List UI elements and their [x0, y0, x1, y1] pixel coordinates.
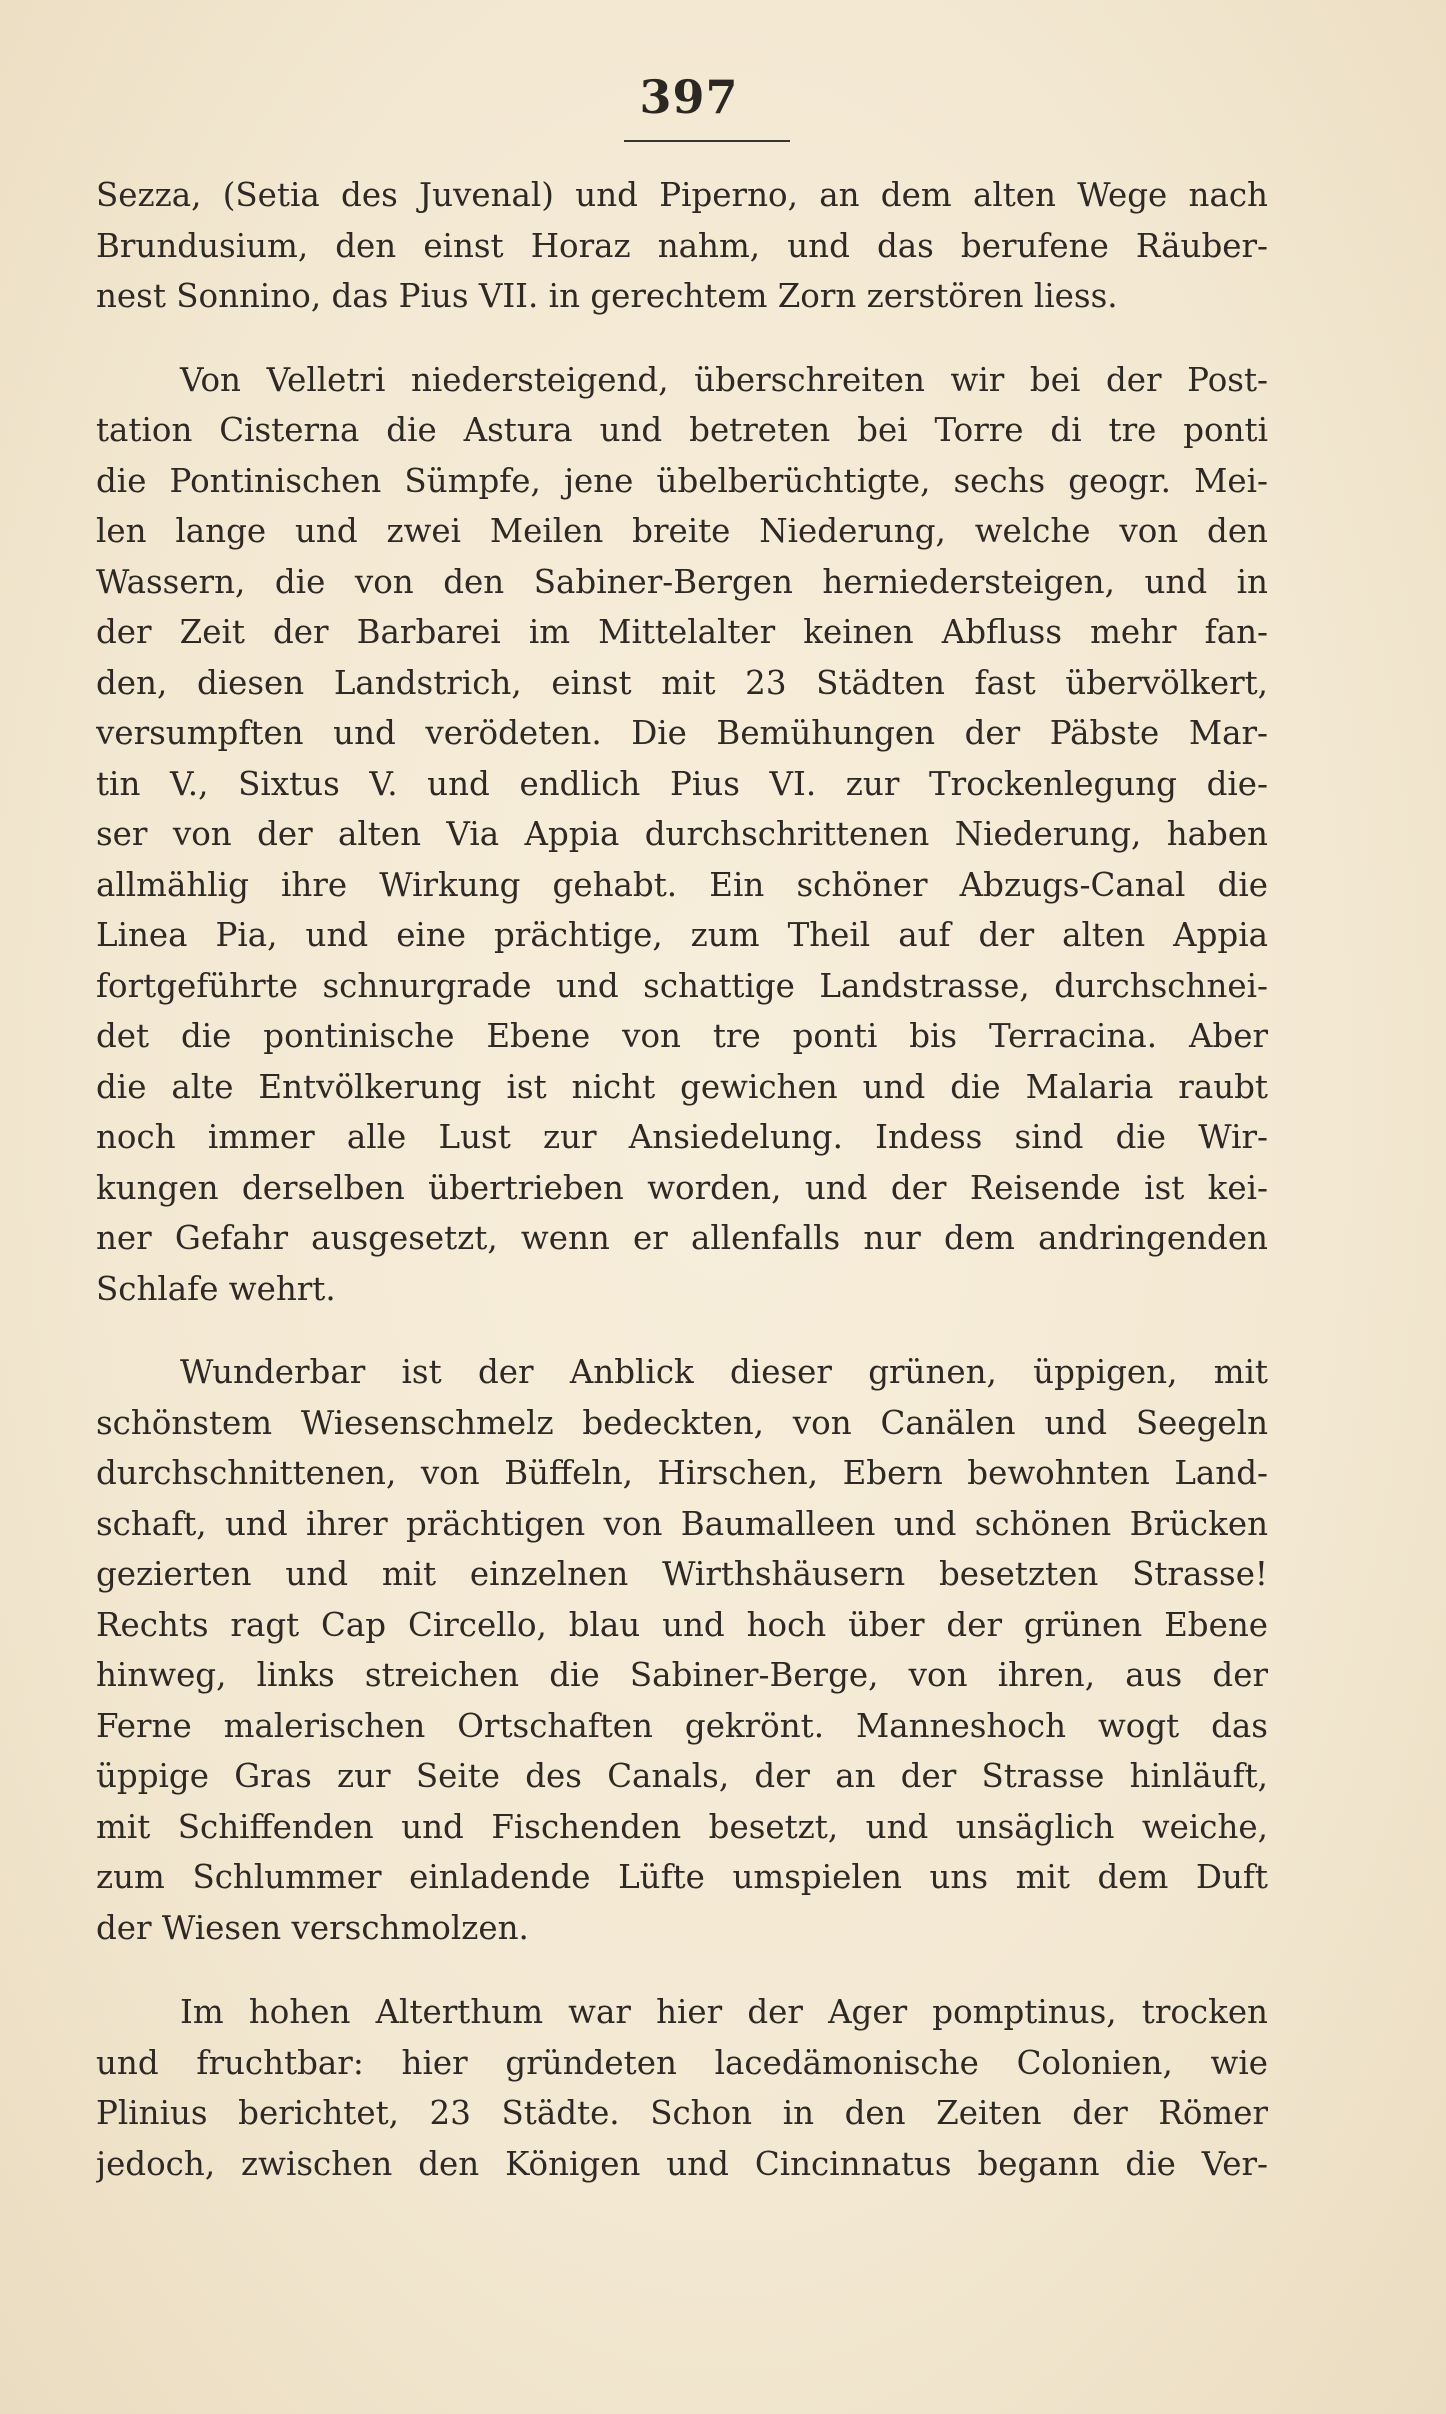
page-number: 397 — [639, 70, 739, 124]
text-line: Im hohen Alterthum war hier der Ager pomptinus, trocken — [180, 1993, 1268, 2031]
text-line: Sezza, (Setia des Juvenal) und Piperno, an dem alten Wege nach — [96, 176, 1268, 214]
text-line: nest Sonnino, das Pius VII. in gerechtem Zorn zerstören liess. — [96, 277, 1118, 315]
text-line: Wunderbar ist der Anblick dieser grünen, üppigen, mit — [180, 1353, 1268, 1391]
text-line: ser von der alten Via Appia durchschrittenen Niederung, haben — [96, 815, 1268, 853]
text-line: Plinius berichtet, 23 Städte. Schon in den Zeiten der Römer — [96, 2094, 1268, 2132]
text-line: mit Schiffenden und Fischenden besetzt, und unsäglich weiche, — [96, 1807, 1268, 1846]
text-line: fortgeführte schnurgrade und schattige Landstrasse, durchschnei- — [96, 966, 1268, 1005]
text-line: Schlafe wehrt. — [96, 1269, 336, 1308]
text-line: ner Gefahr ausgesetzt, wenn er allenfalls nur dem andringenden — [96, 1219, 1268, 1257]
text-line: hinweg, links streichen die Sabiner-Berge, von ihren, aus der — [96, 1656, 1268, 1694]
text-line: jedoch, zwischen den Königen und Cincinnatus begann die Ver- — [96, 2144, 1268, 2183]
paragraph-3 — [96, 1347, 1268, 1953]
text-line: den, diesen Landstrich, einst mit 23 Städten fast übervölkert, — [96, 663, 1268, 702]
text-line: versumpften und verödeten. Die Bemühungen der Päbste Mar- — [96, 714, 1268, 752]
paragraph-1 — [96, 170, 1268, 322]
text-line: Brundusium, den einst Horaz nahm, und das berufene Räuber- — [96, 226, 1268, 265]
paragraph-4 — [96, 1987, 1268, 2189]
text-line: durchschnittenen, von Büffeln, Hirschen, Ebern bewohnten Land- — [96, 1454, 1268, 1492]
text-line: der Wiesen verschmolzen. — [96, 1908, 529, 1947]
text-line: gezierten und mit einzelnen Wirthshäusern besetzten Strasse! — [96, 1555, 1268, 1593]
text-line: und fruchtbar: hier gründeten lacedämonische Colonien, wie — [96, 2043, 1268, 2082]
text-line: det die pontinische Ebene von tre ponti bis Terracina. Aber — [96, 1017, 1268, 1055]
paragraph-spacer — [96, 1953, 1268, 1987]
text-line: die Pontinischen Sümpfe, jene übelberüchtigte, sechs geogr. Mei- — [96, 461, 1268, 500]
text-line: der Zeit der Barbarei im Mittelalter keinen Abfluss mehr fan- — [96, 613, 1268, 651]
text-line: tin V., Sixtus V. und endlich Pius VI. zur Trockenlegung die- — [96, 764, 1268, 803]
header-rule — [624, 140, 790, 142]
paragraph-spacer — [96, 322, 1268, 355]
text-line: schaft, und ihrer prächtigen von Baumalleen und schönen Brücken — [96, 1504, 1268, 1543]
text-line: kungen derselben übertrieben worden, und der Reisende ist kei- — [96, 1168, 1268, 1207]
text-line: Linea Pia, und eine prächtige, zum Theil auf der alten Appia — [96, 916, 1268, 954]
body-text — [96, 170, 1268, 2189]
text-line: allmählig ihre Wirkung gehabt. Ein schöner Abzugs-Canal die — [96, 865, 1268, 904]
paragraph-2 — [96, 355, 1268, 1315]
paragraph-spacer — [96, 1314, 1268, 1347]
text-line: tation Cisterna die Astura und betreten bei Torre di tre ponti — [96, 411, 1268, 449]
text-line: Ferne malerischen Ortschaften gekrönt. Manneshoch wogt das — [96, 1706, 1268, 1745]
text-line: Von Velletri niedersteigend, überschreiten wir bei der Post- — [180, 360, 1268, 399]
text-line: Rechts ragt Cap Circello, blau und hoch über der grünen Ebene — [96, 1605, 1268, 1644]
text-line: len lange und zwei Meilen breite Niederung, welche von den — [96, 512, 1268, 550]
text-line: schönstem Wiesenschmelz bedeckten, von Canälen und Seegeln — [96, 1403, 1268, 1442]
text-line: üppige Gras zur Seite des Canals, der an der Strasse hinläuft, — [96, 1757, 1268, 1795]
text-line: zum Schlummer einladende Lüfte umspielen uns mit dem Duft — [96, 1858, 1268, 1896]
text-line: die alte Entvölkerung ist nicht gewichen und die Malaria raubt — [96, 1067, 1268, 1106]
text-line: noch immer alle Lust zur Ansiedelung. Indess sind die Wir- — [96, 1118, 1268, 1156]
text-line: Wassern, die von den Sabiner-Bergen herniedersteigen, und in — [96, 562, 1268, 601]
